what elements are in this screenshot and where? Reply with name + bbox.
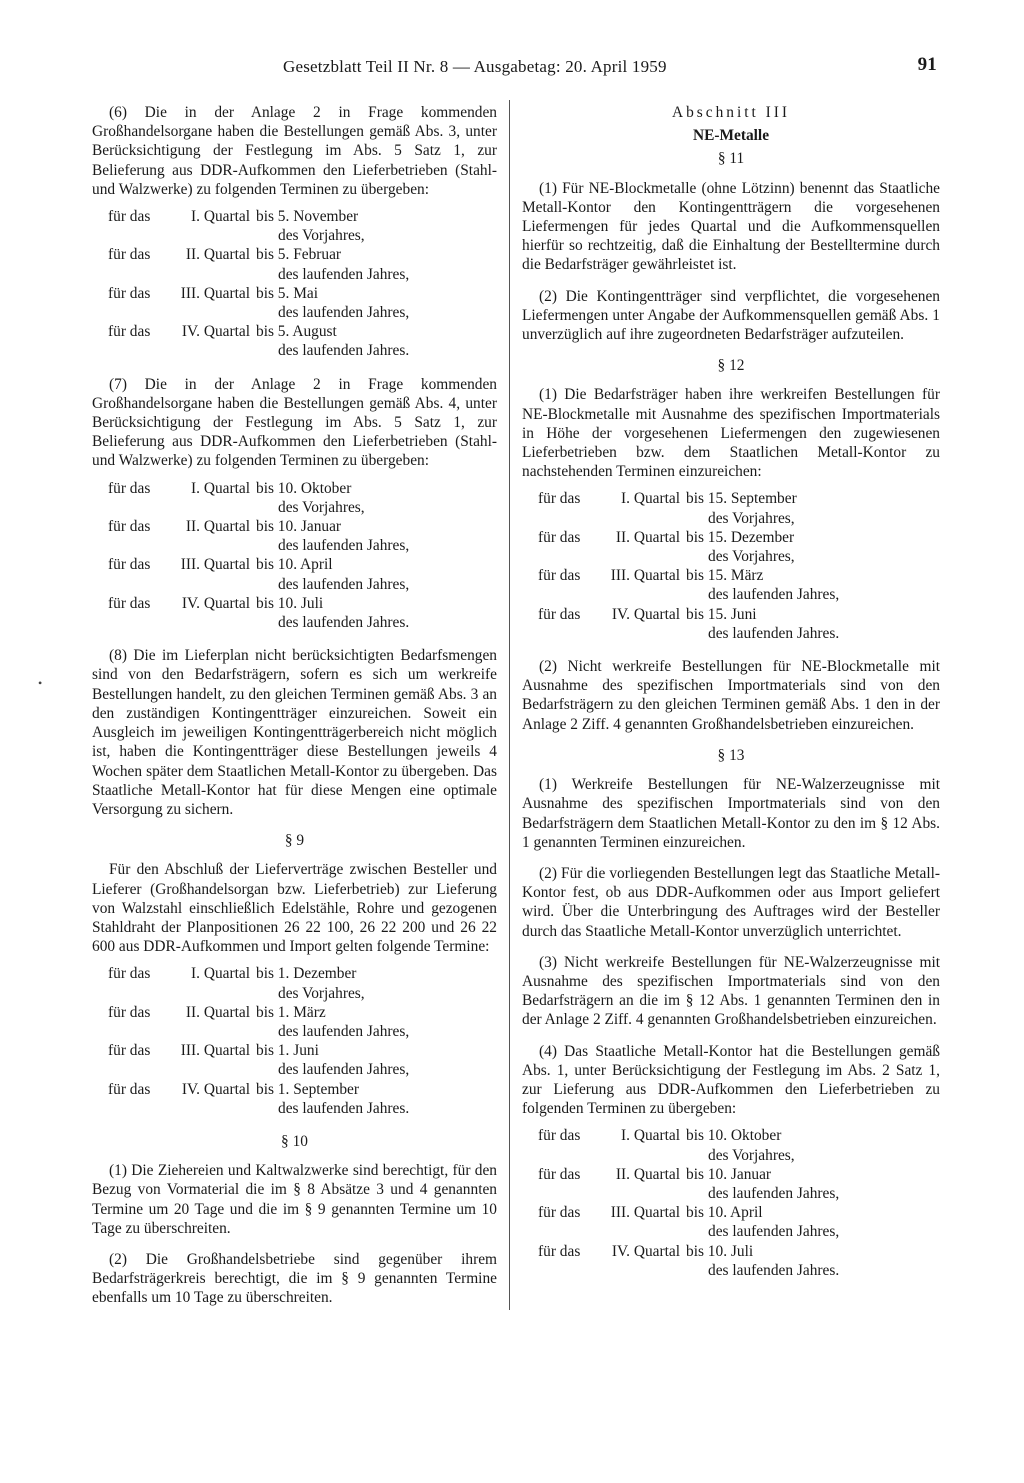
paragraph-10-2: (2) Die Großhandelsbetriebe sind gegenüber ihrem Bedarfsträgerkreis berechtigt, die im § 9 genannten Termine ebenfalls um 10 Tage zu überschreiten. <box>92 1250 497 1307</box>
section-heading-12: § 12 <box>717 357 745 375</box>
schedule-date: bis 5. Februar <box>256 246 342 264</box>
schedule-period: des laufenden Jahres. <box>278 1099 410 1117</box>
schedule-9 <box>92 964 497 1118</box>
schedule-period: des laufenden Jahres, <box>708 1184 840 1202</box>
schedule-date: bis 1. Dezember <box>256 965 357 983</box>
schedule-row <box>92 1080 497 1118</box>
schedule-date: bis 10. Januar <box>686 1165 772 1183</box>
schedule-row <box>92 284 497 322</box>
schedule-8-7 <box>92 479 497 633</box>
schedule-date: bis 15. September <box>686 490 797 508</box>
schedule-for-label: für das <box>538 1204 581 1222</box>
schedule-quarter: I. Quartal <box>191 965 250 983</box>
schedule-date: bis 10. Juli <box>256 594 324 612</box>
schedule-row <box>92 479 497 517</box>
schedule-deadline <box>686 1242 940 1280</box>
schedule-for-label: für das <box>108 965 151 983</box>
section-heading-13: § 13 <box>717 746 745 764</box>
schedule-deadline <box>256 207 497 245</box>
schedule-date: bis 1. September <box>256 1080 360 1098</box>
schedule-for-label: für das <box>538 490 581 508</box>
schedule-quarter: IV. Quartal <box>611 1242 680 1260</box>
schedule-period: des Vorjahres, <box>708 548 795 566</box>
schedule-row <box>92 964 497 1002</box>
schedule-for-label: für das <box>538 1127 581 1145</box>
schedule-date: bis 10. Januar <box>256 518 342 536</box>
schedule-quarter: III. Quartal <box>180 1042 250 1060</box>
schedule-period: des Vorjahres, <box>708 509 795 527</box>
schedule-for-label: für das <box>108 323 151 341</box>
schedule-quarter: III. Quartal <box>610 567 680 585</box>
schedule-deadline <box>686 1126 940 1164</box>
schedule-row <box>522 566 940 604</box>
left-column <box>92 103 497 1320</box>
schedule-for-label: für das <box>108 479 151 497</box>
right-column <box>522 103 940 1294</box>
section-heading-11: § 11 <box>717 150 745 168</box>
schedule-date: bis 10. April <box>686 1204 763 1222</box>
schedule-period: des laufenden Jahres, <box>278 537 410 555</box>
schedule-quarter: II. Quartal <box>185 246 250 264</box>
paragraph-8-6: (6) Die in der Anlage 2 in Frage kommenden Großhandelsorgane haben die Bestellungen gemäß Abs. 3, unter Berücksichtigung der Festlegung im Abs. 5 Satz 1, zur Belieferung aus DDR-Aufkommen den Lieferbetrieben (Stahl- und Walzwerke) zu folgenden Terminen zu übergeben: <box>92 104 497 198</box>
schedule-period: des laufenden Jahres, <box>708 1223 840 1241</box>
page-header <box>283 54 943 82</box>
schedule-deadline <box>256 517 497 555</box>
schedule-period: des Vorjahres, <box>278 984 365 1002</box>
schedule-date: bis 1. März <box>256 1003 326 1021</box>
schedule-for-label: für das <box>538 1242 581 1260</box>
schedule-quarter: IV. Quartal <box>611 605 680 623</box>
schedule-row <box>92 1003 497 1041</box>
section-heading-10: § 10 <box>281 1132 308 1150</box>
schedule-deadline <box>256 322 497 360</box>
paragraph-8-7: (7) Die in der Anlage 2 in Frage kommenden Großhandelsorgane haben die Bestellungen gemäß Abs. 4, unter Berücksichtigung der Festlegung im Abs. 5 Satz 1, zur Belieferung aus DDR-Aufkommen den Lieferbetrieben (Stahl- und Walzwerke) zu folgenden Terminen zu übergeben: <box>92 375 497 470</box>
schedule-date: bis 1. Juni <box>256 1042 319 1060</box>
schedule-deadline <box>686 1203 940 1241</box>
header-title: Gesetzblatt Teil II Nr. 8 — Ausgabetag: 20. April 1959 <box>283 57 667 76</box>
schedule-period: des Vorjahres, <box>278 498 365 516</box>
schedule-deadline <box>256 1080 497 1118</box>
schedule-row <box>92 517 497 555</box>
schedule-for-label: für das <box>108 1080 151 1098</box>
schedule-deadline <box>256 479 497 517</box>
schedule-date: bis 5. Mai <box>256 284 318 302</box>
schedule-quarter: I. Quartal <box>191 479 250 497</box>
schedule-row <box>522 605 940 643</box>
schedule-deadline <box>686 1165 940 1203</box>
schedule-for-label: für das <box>538 528 581 546</box>
paragraph-9: Für den Abschluß der Lieferverträge zwischen Besteller und Lieferer (Großhandelsorgan bzw. Lieferbetrieb) zur Lieferung von Walzstahl einschließlich Edelstähle, Rohre und gezogenen Stahldraht der Planpositionen 26 22 100, 26 22 200 und 26 22 600 aus DDR-Aufkommen und Import gelten folgende Termine: <box>92 861 497 956</box>
schedule-deadline <box>256 555 497 593</box>
schedule-period: des laufenden Jahres, <box>708 586 840 604</box>
schedule-period: des laufenden Jahres. <box>278 342 410 360</box>
schedule-period: des laufenden Jahres. <box>278 614 410 632</box>
schedule-for-label: für das <box>108 594 151 612</box>
part-heading: Abschnitt III <box>671 104 791 121</box>
schedule-quarter: II. Quartal <box>185 518 250 536</box>
schedule-quarter: II. Quartal <box>615 528 680 546</box>
paragraph-8-8: (8) Die im Lieferplan nicht berücksichtigten Bedarfsmengen sind von den Bedarfsträgern, sofern es sich um werkreife Bestellungen handelt, zu den gleichen Terminen gemäß Abs. 3 an den zuständigen Kontingentträger einzureichen. Soweit ein Ausgleich im jeweiligen Kontingentträgerbereich nicht möglich ist, haben die Kontingentträger diese Bestellungen jeweils 4 Wochen später dem Staatlichen Metall-Kontor zu übergeben. Das Staatliche Metall-Kontor hat für diese Mengen eine optimale Versorgung zu sichern. <box>92 647 497 818</box>
schedule-row <box>522 528 940 566</box>
schedule-for-label: für das <box>108 518 151 536</box>
schedule-quarter: III. Quartal <box>180 284 250 302</box>
schedule-period: des Vorjahres, <box>278 227 365 245</box>
schedule-date: bis 5. November <box>256 208 359 226</box>
schedule-deadline <box>686 489 940 527</box>
schedule-date: bis 10. Juli <box>686 1242 754 1260</box>
schedule-quarter: II. Quartal <box>185 1003 250 1021</box>
schedule-date: bis 10. Oktober <box>686 1127 782 1145</box>
page-number: 91 <box>917 54 937 75</box>
schedule-deadline <box>686 528 940 566</box>
paragraph-12-1: (1) Die Bedarfsträger haben ihre werkreifen Bestellungen für NE-Blockmetalle mit Ausnahme des spezifischen Importmaterials in Höhe der vorgesehenen Liefermengen den zugewiesenen Lieferbetrieben bzw. dem Staatlichen Metall-Kontor zu nachstehenden Terminen einzureichen: <box>522 386 940 481</box>
schedule-for-label: für das <box>108 246 151 264</box>
schedule-quarter: III. Quartal <box>180 556 250 574</box>
schedule-quarter: III. Quartal <box>610 1204 680 1222</box>
schedule-13 <box>522 1126 940 1280</box>
schedule-for-label: für das <box>538 1165 581 1183</box>
paragraph-13-2: (2) Für die vorliegenden Bestellungen legt das Staatliche Metall-Kontor fest, ob aus DDR-Aufkommen oder aus Import geliefert wird. Über die Unterbringung des Auftrages wird der Besteller durch das Staatliche Metall-Kontor unverzüglich unterrichtet. <box>522 864 940 940</box>
column-divider <box>509 100 510 1310</box>
margin-mark: • <box>38 676 43 690</box>
schedule-row <box>522 1126 940 1164</box>
schedule-row <box>522 1165 940 1203</box>
schedule-for-label: für das <box>108 208 151 226</box>
schedule-quarter: I. Quartal <box>191 208 250 226</box>
schedule-12 <box>522 489 940 643</box>
schedule-date: bis 10. Oktober <box>256 479 352 497</box>
schedule-for-label: für das <box>538 605 581 623</box>
schedule-deadline <box>256 594 497 632</box>
schedule-row <box>92 1041 497 1079</box>
schedule-period: des laufenden Jahres, <box>278 265 410 283</box>
schedule-deadline <box>256 1041 497 1079</box>
schedule-row <box>92 555 497 593</box>
schedule-period: des laufenden Jahres, <box>278 304 410 322</box>
schedule-period: des laufenden Jahres. <box>708 1261 840 1279</box>
schedule-deadline <box>256 964 497 1002</box>
schedule-row <box>92 594 497 632</box>
schedule-quarter: I. Quartal <box>621 490 680 508</box>
paragraph-13-3: (3) Nicht werkreife Bestellungen für NE-Walzerzeugnisse mit Ausnahme des spezifischen Importmaterials sind von den Bedarfsträgern an die im § 12 Abs. 1 genannten Terminen den in der Anlage 2 Ziff. 4 genannten Großhandelsbetrieben einzureichen. <box>522 953 940 1029</box>
schedule-deadline <box>256 284 497 322</box>
paragraph-13-4: (4) Das Staatliche Metall-Kontor hat die Bestellungen gemäß Abs. 1, unter Berücksichtigung der Festlegung im Abs. 2 Satz 1, zur Lieferung aus DDR-Aufkommen den Lieferbetrieben zu folgenden Terminen zu übergeben: <box>522 1042 940 1118</box>
schedule-8-6 <box>92 207 497 361</box>
schedule-quarter: IV. Quartal <box>181 594 250 612</box>
schedule-for-label: für das <box>108 556 151 574</box>
schedule-date: bis 15. Dezember <box>686 528 795 546</box>
schedule-quarter: I. Quartal <box>621 1127 680 1145</box>
schedule-row <box>522 489 940 527</box>
paragraph-11-1: (1) Für NE-Blockmetalle (ohne Lötzinn) benennt das Staatliche Metall-Kontor den Kontingentträgern die vorgesehenen Liefermengen für jedes Quartal und die Aufkommensquellen hierfür so rechtzeitig, daß die Einhaltung der Bestelltermine durch die Bedarfsträger gewährleistet ist. <box>522 179 940 274</box>
part-title: NE-Metalle <box>692 127 770 145</box>
schedule-period: des laufenden Jahres. <box>708 624 840 642</box>
schedule-deadline <box>686 605 940 643</box>
schedule-date: bis 15. Juni <box>686 605 757 623</box>
schedule-row <box>92 322 497 360</box>
schedule-period: des laufenden Jahres, <box>278 1061 410 1079</box>
schedule-for-label: für das <box>108 1042 151 1060</box>
schedule-deadline <box>256 245 497 283</box>
schedule-for-label: für das <box>108 1003 151 1021</box>
schedule-date: bis 10. April <box>256 556 333 574</box>
schedule-date: bis 15. März <box>686 567 764 585</box>
paragraph-11-2: (2) Die Kontingentträger sind verpflichtet, die vorgesehenen Liefermengen unter Angabe der Aufkommensquellen gemäß Abs. 1 unverzüglich auf ihre zugeordneten Bedarfsträger aufzuteilen. <box>522 287 940 344</box>
section-heading-9: § 9 <box>284 832 305 850</box>
schedule-row <box>92 245 497 283</box>
schedule-quarter: IV. Quartal <box>181 323 250 341</box>
paragraph-10-1: (1) Die Ziehereien und Kaltwalzwerke sind berechtigt, für den Bezug von Vormaterial die im § 8 Absätze 3 und 4 genannten Termine um 20 Tage und die im § 9 genannten Termine um 10 Tage zu überschreiten. <box>92 1162 497 1237</box>
schedule-quarter: II. Quartal <box>615 1165 680 1183</box>
schedule-date: bis 5. August <box>256 323 337 341</box>
schedule-period: des laufenden Jahres, <box>278 575 410 593</box>
schedule-for-label: für das <box>108 284 151 302</box>
paragraph-12-2: (2) Nicht werkreife Bestellungen für NE-Blockmetalle mit Ausnahme des spezifischen Importmaterials sind von den Bedarfsträgern zu den gleichen Terminen gemäß Abs. 1 den in der Anlage 2 Ziff. 4 genannten Großhandelsbetrieben einzureichen. <box>522 658 940 733</box>
schedule-deadline <box>256 1003 497 1041</box>
schedule-period: des laufenden Jahres, <box>278 1022 410 1040</box>
schedule-quarter: IV. Quartal <box>181 1080 250 1098</box>
schedule-for-label: für das <box>538 567 581 585</box>
paragraph-13-1: (1) Werkreife Bestellungen für NE-Walzerzeugnisse mit Ausnahme des spezifischen Importmaterials sind von den Bedarfsträgern dem Staatlichen Metall-Kontor zu den im § 12 Abs. 1 genannten Terminen einzureichen. <box>522 776 940 851</box>
schedule-row <box>522 1242 940 1280</box>
schedule-period: des Vorjahres, <box>708 1146 795 1164</box>
schedule-row <box>92 207 497 245</box>
schedule-row <box>522 1203 940 1241</box>
schedule-deadline <box>686 566 940 604</box>
